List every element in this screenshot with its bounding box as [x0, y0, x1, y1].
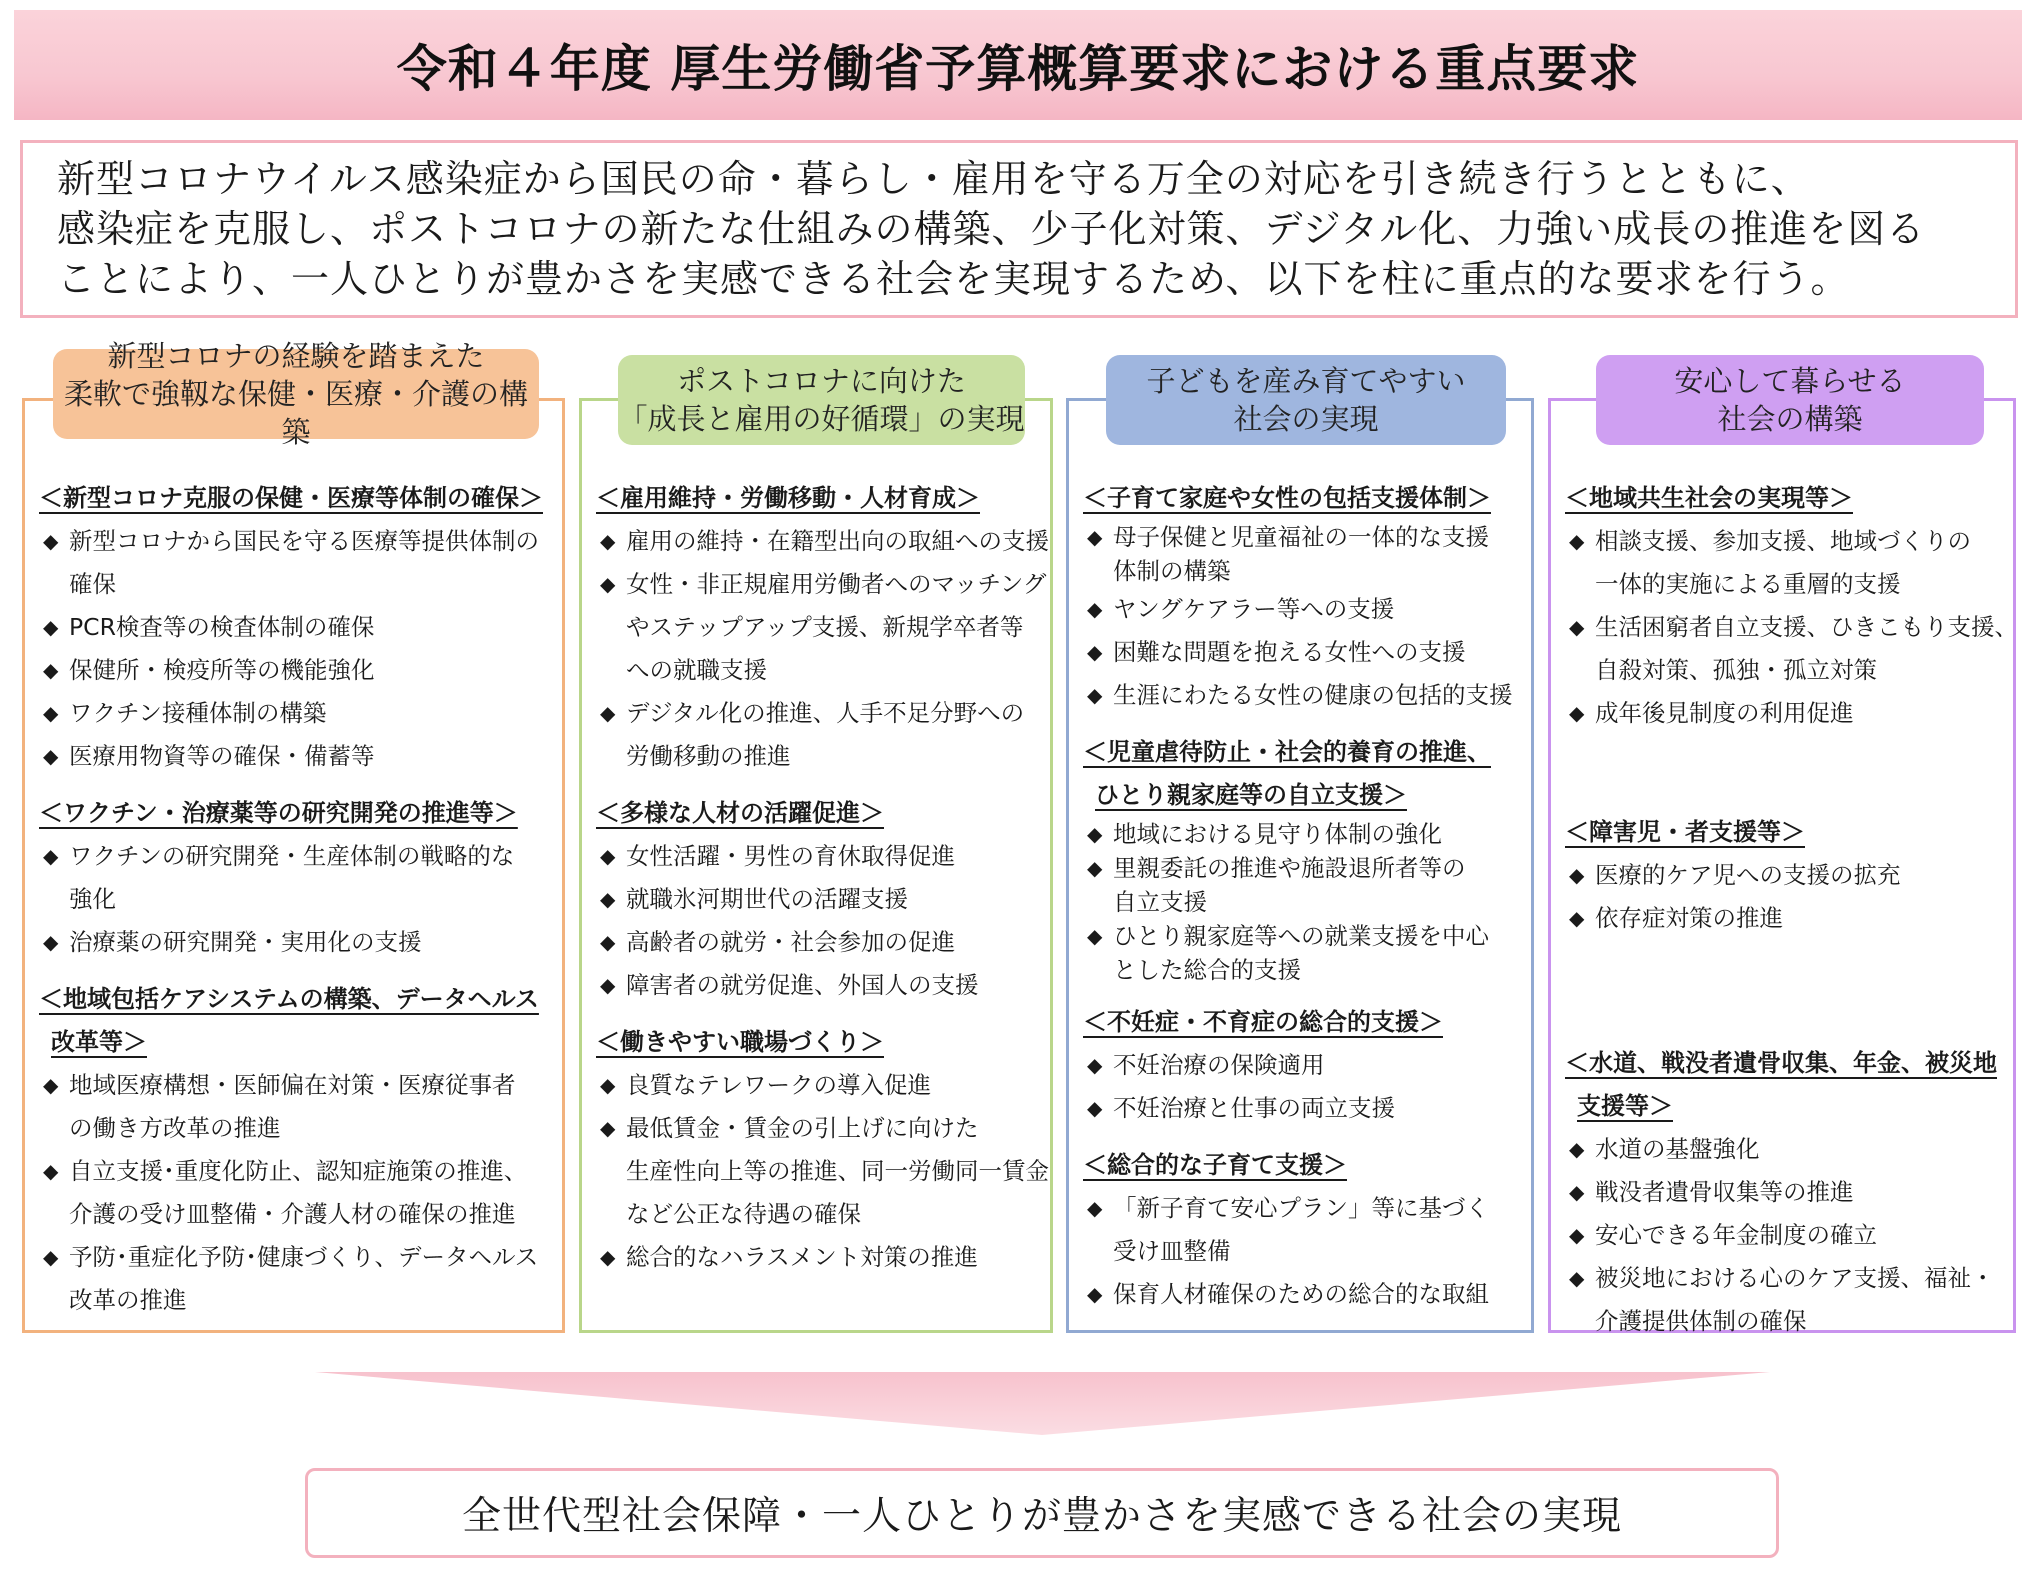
diamond-bullet-icon: ◆ [1569, 863, 1585, 887]
diamond-bullet-icon: ◆ [43, 529, 59, 553]
diamond-bullet-icon: ◆ [1569, 1137, 1585, 1161]
pillar-header-line: 社会の構築 [1717, 402, 1863, 436]
list-item: ◆ 地域における見守り体制の強化 [1083, 817, 1521, 851]
list-item: ◆ デジタル化の推進、人手不足分野への 労働移動の推進 [596, 692, 1040, 778]
list-item: ◆ 最低賃金・賃金の引上げに向けた 生産性向上等の推進、同一労働同一賃金 など公正な待遇の確保 [596, 1107, 1040, 1236]
diamond-bullet-icon: ◆ [600, 1073, 616, 1097]
list-item: ◆ 安心できる年金制度の確立 [1565, 1214, 2003, 1257]
list-item: ◆ 里親委託の推進や施設退所者等の 自立支援 [1083, 851, 1521, 919]
section-title: ＜働きやすい職場づくり＞ [596, 1028, 884, 1056]
section-title: ＜地域共生社会の実現等＞ [1565, 484, 1853, 512]
diamond-bullet-icon: ◆ [1569, 1180, 1585, 1204]
diamond-bullet-icon: ◆ [600, 572, 616, 596]
list-item: ◆ 成年後見制度の利用促進 [1565, 692, 2003, 735]
pillar-header-line: ポストコロナに向けた [677, 364, 966, 398]
list-item: ◆ 障害者の就労促進、外国人の支援 [596, 964, 1040, 1007]
diamond-bullet-icon: ◆ [43, 844, 59, 868]
list-item: ◆ 困難な問題を抱える女性への支援 [1083, 631, 1521, 674]
list-item: ◆ 地域医療構想・医師偏在対策・医療従事者 の働き方改革の推進 [39, 1064, 552, 1150]
diamond-bullet-icon: ◆ [600, 844, 616, 868]
list-item: ◆ PCR検査等の検査体制の確保 [39, 606, 552, 649]
list-item: ◆ 保育人材確保のための総合的な取組 [1083, 1273, 1521, 1316]
list-item: ◆ 生活困窮者自立支援、ひきこもり支援、 自殺対策、孤独・孤立対策 [1565, 606, 2003, 692]
list-item: ◆ 相談支援、参加支援、地域づくりの 一体的実施による重層的支援 [1565, 520, 2003, 606]
list-item: ◆ 女性活躍・男性の育休取得促進 [596, 835, 1040, 878]
list-item: ◆ 新型コロナから国民を守る医療等提供体制の 確保 [39, 520, 552, 606]
section-title: ＜新型コロナ克服の保健・医療等体制の確保＞ [39, 484, 543, 512]
diamond-bullet-icon: ◆ [1087, 1282, 1103, 1306]
diamond-bullet-icon: ◆ [1087, 1096, 1103, 1120]
conclusion-text: 全世代型社会保障・一人ひとりが豊かさを実感できる社会の実現 [461, 1494, 1622, 1539]
pillar-header-line: 子どもを産み育てやすい [1146, 364, 1466, 398]
diamond-bullet-icon: ◆ [600, 930, 616, 954]
diamond-bullet-icon: ◆ [43, 744, 59, 768]
list-item: ◆ 水道の基盤強化 [1565, 1128, 2003, 1171]
diamond-bullet-icon: ◆ [1569, 1223, 1585, 1247]
list-item: ◆ 依存症対策の推進 [1565, 897, 2003, 940]
section-title: ＜地域包括ケアシステムの構築、データヘルス 改革等＞ [39, 985, 539, 1056]
diamond-bullet-icon: ◆ [600, 701, 616, 725]
conclusion-box [305, 1468, 1779, 1558]
diamond-bullet-icon: ◆ [600, 529, 616, 553]
list-item: ◆ 予防･重症化予防･健康づくり、データヘルス 改革の推進 [39, 1236, 552, 1322]
diamond-bullet-icon: ◆ [1087, 597, 1103, 621]
diamond-bullet-icon: ◆ [43, 701, 59, 725]
diamond-bullet-icon: ◆ [1087, 640, 1103, 664]
section-title: ＜子育て家庭や女性の包括支援体制＞ [1083, 484, 1491, 512]
section-title: ＜水道、戦没者遺骨収集、年金、被災地 支援等＞ [1565, 1049, 1997, 1120]
section-title: ＜不妊症・不育症の総合的支援＞ [1083, 1008, 1443, 1036]
list-item: ◆ 被災地における心のケア支援、福祉・ 介護提供体制の確保 [1565, 1257, 2003, 1343]
list-item: ◆ ワクチン接種体制の構築 [39, 692, 552, 735]
list-item: ◆ ひとり親家庭等への就業支援を中心 とした総合的支援 [1083, 919, 1521, 987]
diamond-bullet-icon: ◆ [43, 1159, 59, 1183]
section-title: ＜障害児・者支援等＞ [1565, 818, 1805, 846]
diamond-bullet-icon: ◆ [600, 1245, 616, 1269]
section-title: ＜ワクチン・治療薬等の研究開発の推進等＞ [39, 799, 518, 827]
list-item: ◆ ヤングケアラー等への支援 [1083, 588, 1521, 631]
section-title: ＜児童虐待防止・社会的養育の推進、 ひとり親家庭等の自立支援＞ [1083, 738, 1491, 809]
pillar-header-line: 柔軟で強靱な保健・医療・介護の構築 [63, 377, 528, 449]
diamond-bullet-icon: ◆ [43, 930, 59, 954]
list-item: ◆ 医療的ケア児への支援の拡充 [1565, 854, 2003, 897]
list-item: ◆ 生涯にわたる女性の健康の包括的支援 [1083, 674, 1521, 717]
list-item: ◆ 総合的なハラスメント対策の推進 [596, 1236, 1040, 1279]
list-item: ◆ 「新子育て安心プラン」等に基づく 受け皿整備 [1083, 1187, 1521, 1273]
pillar-header-line: 新型コロナの経験を踏まえた [107, 339, 485, 373]
diamond-bullet-icon: ◆ [1087, 822, 1103, 846]
pillar-header-line: 「成長と雇用の好循環」の実現 [618, 402, 1025, 436]
list-item: ◆ 雇用の維持・在籍型出向の取組への支援 [596, 520, 1040, 563]
diamond-bullet-icon: ◆ [43, 658, 59, 682]
diamond-bullet-icon: ◆ [600, 973, 616, 997]
list-item: ◆ 戦没者遺骨収集等の推進 [1565, 1171, 2003, 1214]
pillar-header-line: 社会の実現 [1233, 402, 1379, 436]
list-item: ◆ 良質なテレワークの導入促進 [596, 1064, 1040, 1107]
diamond-bullet-icon: ◆ [43, 615, 59, 639]
pillar-header-line: 安心して暮らせる [1674, 364, 1906, 398]
intro-line: 新型コロナウイルス感染症から国民の命・暮らし・雇用を守る万全の対応を引き続き行うとともに、 [57, 157, 1810, 201]
diamond-bullet-icon: ◆ [43, 1245, 59, 1269]
section-title: ＜雇用維持・労働移動・人材育成＞ [596, 484, 980, 512]
diamond-bullet-icon: ◆ [43, 1073, 59, 1097]
list-item: ◆ 医療用物資等の確保・備蓄等 [39, 735, 552, 778]
list-item: ◆ 就職氷河期世代の活躍支援 [596, 878, 1040, 921]
page-title: 令和４年度 厚生労働省予算概算要求における重点要求 [396, 40, 1640, 98]
list-item: ◆ 自立支援･重度化防止、認知症施策の推進、 介護の受け皿整備・介護人材の確保の推進 [39, 1150, 552, 1236]
diamond-bullet-icon: ◆ [1087, 1196, 1103, 1220]
diamond-bullet-icon: ◆ [1087, 924, 1103, 948]
section-title: ＜多様な人材の活躍促進＞ [596, 799, 884, 827]
list-item: ◆ 女性・非正規雇用労働者へのマッチング やステップアップ支援、新規学卒者等 への就職支援 [596, 563, 1040, 692]
diamond-bullet-icon: ◆ [1087, 1053, 1103, 1077]
intro-line: 感染症を克服し、ポストコロナの新たな仕組みの構築、少子化対策、デジタル化、力強い成長の推進を図る [57, 207, 1926, 251]
diamond-bullet-icon: ◆ [1569, 529, 1585, 553]
list-item: ◆ 保健所・検疫所等の機能強化 [39, 649, 552, 692]
list-item: ◆ 不妊治療と仕事の両立支援 [1083, 1087, 1521, 1130]
diamond-bullet-icon: ◆ [1569, 615, 1585, 639]
section-title: ＜総合的な子育て支援＞ [1083, 1151, 1347, 1179]
list-item: ◆ 不妊治療の保険適用 [1083, 1044, 1521, 1087]
diamond-bullet-icon: ◆ [1087, 683, 1103, 707]
diamond-bullet-icon: ◆ [1087, 525, 1103, 549]
intro-line: ことにより、一人ひとりが豊かさを実感できる社会を実現するため、以下を柱に重点的な要求を行う。 [57, 257, 1850, 301]
list-item: ◆ ワクチンの研究開発・生産体制の戦略的な 強化 [39, 835, 552, 921]
list-item: ◆ 治療薬の研究開発・実用化の支援 [39, 921, 552, 964]
diamond-bullet-icon: ◆ [600, 887, 616, 911]
diamond-bullet-icon: ◆ [1569, 701, 1585, 725]
diamond-bullet-icon: ◆ [1569, 906, 1585, 930]
diamond-bullet-icon: ◆ [1569, 1266, 1585, 1290]
diamond-bullet-icon: ◆ [600, 1116, 616, 1140]
list-item: ◆ 高齢者の就労・社会参加の促進 [596, 921, 1040, 964]
list-item: ◆ 母子保健と児童福祉の一体的な支援 体制の構築 [1083, 520, 1521, 588]
diamond-bullet-icon: ◆ [1087, 856, 1103, 880]
